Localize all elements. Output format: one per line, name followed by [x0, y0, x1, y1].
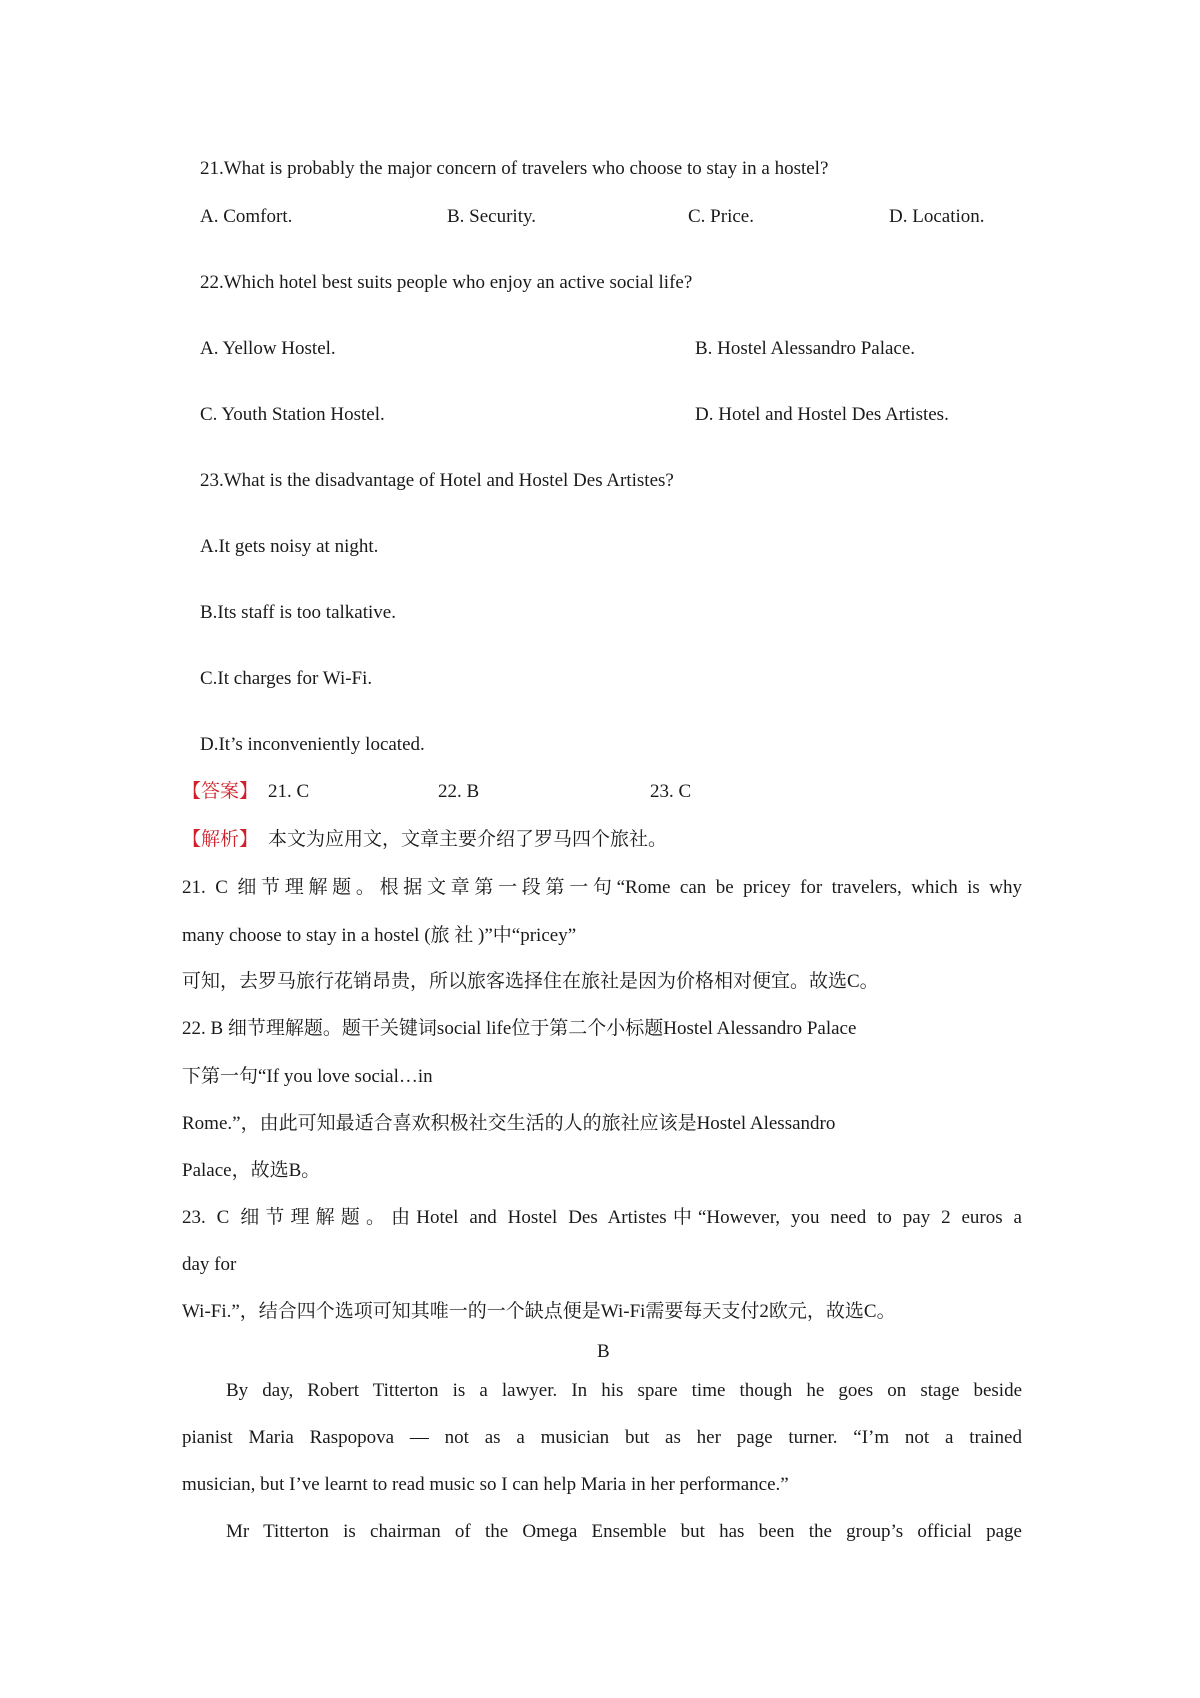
answer-21: 21. C: [268, 781, 310, 802]
passage-heading: B: [597, 1341, 610, 1362]
question-21-stem: 21.What is probably the major concern of travelers who choose to stay in a hostel?: [200, 158, 829, 179]
passage-line-4: Mr Titterton is chairman of the Omega Ensemble but has been the group’s official page: [226, 1521, 1022, 1542]
passage-line-3: musician, but I’ve learnt to read music so I can help Maria in her performance.”: [182, 1474, 789, 1495]
analysis-tag: 【解析】: [182, 829, 259, 850]
analysis-line-9: day for: [182, 1254, 237, 1275]
question-21-option-d: D. Location.: [889, 206, 985, 227]
answer-22: 22. B: [438, 781, 480, 802]
analysis-line-2: many choose to stay in a hostel (旅 社 )”中“pricey”: [182, 925, 577, 946]
passage-line-1: By day, Robert Titterton is a lawyer. In his spare time though he goes on stage beside: [226, 1380, 1022, 1401]
analysis-line-3: 可知，去罗马旅行花销昂贵，所以旅客选择住在旅社是因为价格相对便宜。故选C。: [182, 971, 879, 992]
question-23-option-d: D.It’s inconveniently located.: [200, 734, 425, 755]
question-21-option-a: A. Comfort.: [200, 206, 293, 227]
analysis-line-6: Rome.”，由此可知最适合喜欢积极社交生活的人的旅社应该是Hostel Alessandro: [182, 1113, 836, 1134]
question-22-option-c: C. Youth Station Hostel.: [200, 404, 385, 425]
question-22-option-d: D. Hotel and Hostel Des Artistes.: [695, 404, 949, 425]
analysis-line-1: 21. C 细节理解题。根据文章第一段第一句“Rome can be pricey for travelers, which is why: [182, 877, 1022, 898]
passage-line-2: pianist Maria Raspopova — not as a musician but as her page turner. “I’m not a trained: [182, 1427, 1022, 1448]
analysis-intro: 本文为应用文，文章主要介绍了罗马四个旅社。: [268, 829, 668, 850]
question-21-option-c: C. Price.: [688, 206, 754, 227]
question-21-option-b: B. Security.: [447, 206, 537, 227]
answer-23: 23. C: [650, 781, 692, 802]
question-23-option-c: C.It charges for Wi-Fi.: [200, 668, 373, 689]
question-23-option-a: A.It gets noisy at night.: [200, 536, 379, 557]
analysis-line-10: Wi-Fi.”，结合四个选项可知其唯一的一个缺点便是Wi-Fi需要每天支付2欧元，故选C。: [182, 1301, 896, 1322]
analysis-line-7: Palace，故选B。: [182, 1160, 321, 1181]
question-23-option-b: B.Its staff is too talkative.: [200, 602, 396, 623]
question-22-stem: 22.Which hotel best suits people who enjoy an active social life?: [200, 272, 693, 293]
question-23-stem: 23.What is the disadvantage of Hotel and Hostel Des Artistes?: [200, 470, 674, 491]
question-22-option-a: A. Yellow Hostel.: [200, 338, 336, 359]
answer-tag: 【答案】: [182, 781, 259, 802]
question-22-option-b: B. Hostel Alessandro Palace.: [695, 338, 916, 359]
analysis-line-4: 22. B 细节理解题。题干关键词social life位于第二个小标题Hostel Alessandro Palace: [182, 1018, 857, 1039]
analysis-line-5: 下第一句“If you love social…in: [182, 1066, 433, 1087]
analysis-line-8: 23. C 细节理解题。由Hotel and Hostel Des Artistes中“However, you need to pay 2 euros a: [182, 1207, 1022, 1228]
